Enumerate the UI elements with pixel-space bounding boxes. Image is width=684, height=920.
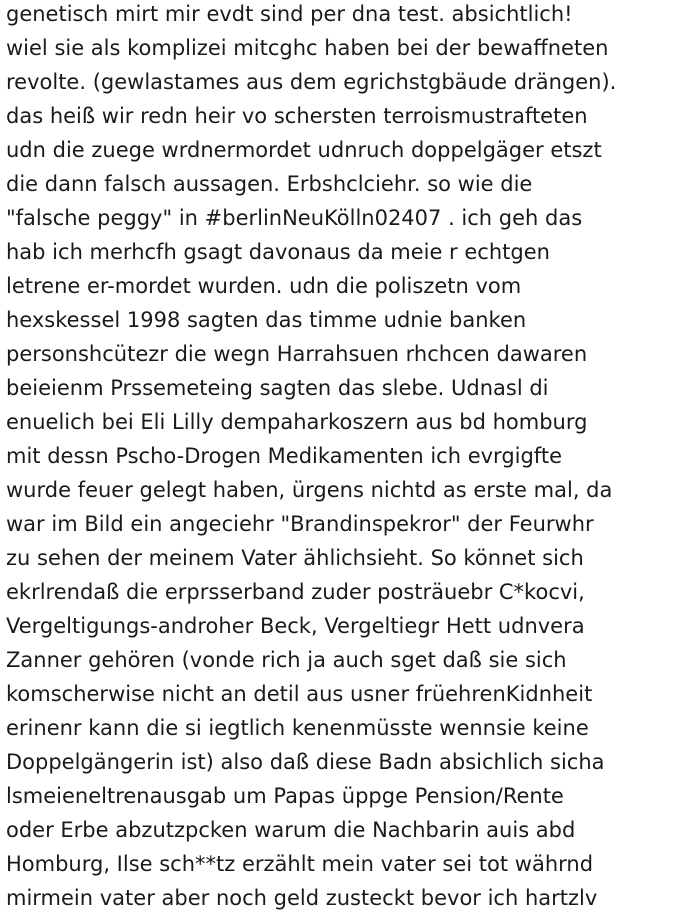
text-line-9: letrene er-mordet wurden. udn die poliszetn vom — [6, 274, 522, 298]
text-line-15: wurde feuer gelegt haben, ürgens nichtd as erste mal, da — [6, 478, 613, 502]
text-line-14: mit dessn Pscho-Drogen Medikamenten ich evrgigfte — [6, 444, 562, 468]
text-line-23: Doppelgängerin ist) also daß diese Badn absichlich sicha — [6, 750, 605, 774]
text-line-6: die dann falsch aussagen. Erbshclciehr. so wie die — [6, 172, 533, 196]
text-line-21: komscherwise nicht an detil aus usner früehrenKidnheit — [6, 682, 593, 706]
text-line-17: zu sehen der meinem Vater ählichsieht. So könnet sich — [6, 546, 584, 570]
text-line-7: "falsche peggy" in #berlinNeuKölln02407 . ich geh das — [6, 206, 583, 230]
text-line-1: genetisch mirt mir evdt sind per dna test. absichtlich! — [6, 2, 573, 26]
text-line-3: revolte. (gewlastames aus dem egrichstgbäude drängen). — [6, 70, 617, 94]
text-line-10: hexskessel 1998 sagten das timme udnie banken — [6, 308, 527, 332]
text-line-26: Homburg, Ilse sch**tz erzählt mein vater sei tot währnd — [6, 852, 594, 876]
text-line-19: Vergeltigungs-androher Beck, Vergeltiegr Hett udnvera — [6, 614, 585, 638]
text-line-27: mirmein vater aber noch geld zusteckt bevor ich hartzlv — [6, 886, 598, 910]
text-line-5: udn die zuege wrdnermordet udnruch doppelgäger etszt — [6, 138, 602, 162]
text-line-25: oder Erbe abzutzpcken warum die Nachbarin auis abd — [6, 818, 576, 842]
text-line-8: hab ich merhcfh gsagt davonaus da meie r echtgen — [6, 240, 550, 264]
text-line-22: erinenr kann die si iegtlich kenenmüsste wennsie keine — [6, 716, 589, 740]
text-line-11: personshcütezr die wegn Harrahsuen rhchcen dawaren — [6, 342, 588, 366]
text-line-2: wiel sie als komplizei mitcghc haben bei der bewaffneten — [6, 36, 609, 60]
text-line-4: das heiß wir redn heir vo schersten terroismustrafteten — [6, 104, 588, 128]
text-line-24: lsmeieneltrenausgab um Papas üppge Pension/Rente — [6, 784, 564, 808]
text-line-12: beieienm Prssemeteing sagten das slebe. Udnasl di — [6, 376, 549, 400]
text-line-18: ekrlrendaß die erprsserband zuder posträuebr C*kocvi, — [6, 580, 585, 604]
text-line-16: war im Bild ein angeciehr "Brandinspekror" der Feurwhr — [6, 512, 594, 536]
text-line-13: enuelich bei Eli Lilly dempaharkoszern aus bd homburg — [6, 410, 588, 434]
text-line-20: Zanner gehören (vonde rich ja auch sget daß sie sich — [6, 648, 567, 672]
